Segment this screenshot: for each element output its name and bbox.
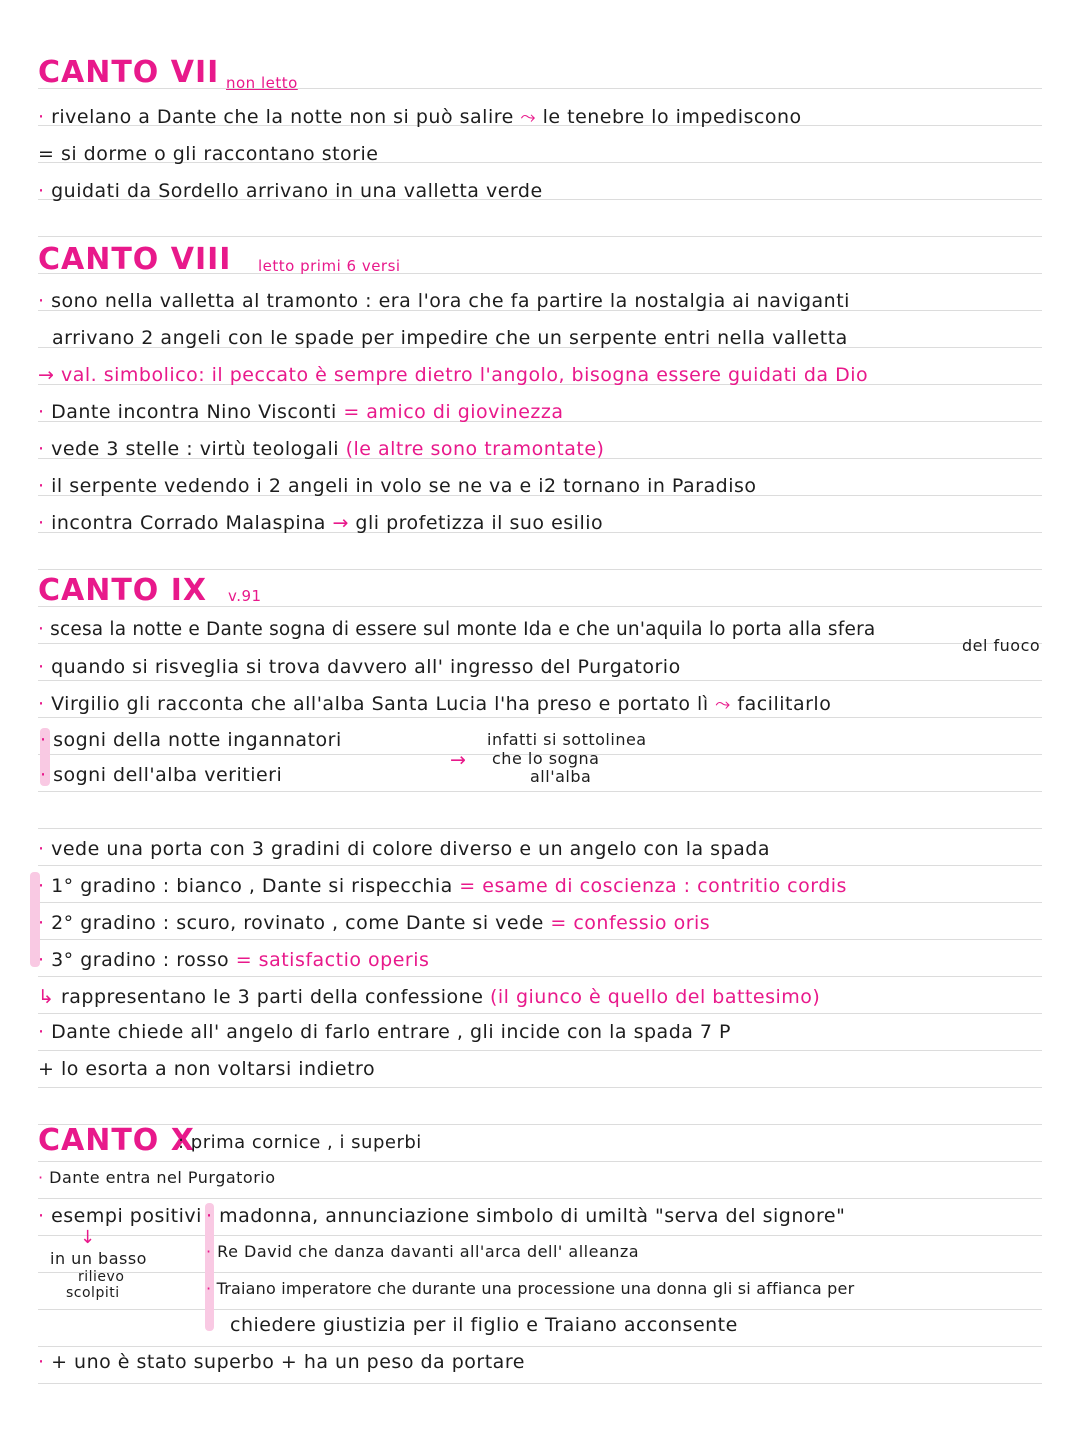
canto-9-line: · vede una porta con 3 gradini di colore diverso e un angelo con la spada <box>38 838 770 860</box>
canto-7-line: · rivelano a Dante che la notte non si può salire ⤳ le tenebre lo impediscono <box>38 106 802 128</box>
canto-9-note: v.91 <box>228 587 262 605</box>
canto-10-note: : prima cornice , i superbi <box>178 1132 422 1153</box>
canto-9-line: · Virgilio gli racconta che all'alba Santa Lucia l'ha preso e portato lì ⤳ facilitarlo <box>38 693 832 715</box>
canto-8-line: · vede 3 stelle : virtù teologali (le altre sono tramontate) <box>38 438 605 460</box>
canto-10-title: CANTO X <box>38 1123 195 1158</box>
canto-9-title: CANTO IX <box>38 573 208 608</box>
canto-9-line: del fuoco <box>962 636 1041 655</box>
arrow-right-icon: → <box>332 512 349 534</box>
canto-8-line: arrivano 2 angeli con le spade per impedire che un serpente entri nella valletta <box>52 327 848 349</box>
canto-9-line: · sogni della notte ingannatori <box>40 729 342 751</box>
canto-10-line: · Traiano imperatore che durante una processione una donna gli si affianca per <box>206 1279 855 1298</box>
canto-7-title: CANTO VII <box>38 55 220 90</box>
canto-7-note: non letto <box>226 74 298 92</box>
canto-7-line: · guidati da Sordello arrivano in una valletta verde <box>38 180 543 202</box>
canto-8-line: · sono nella valletta al tramonto : era l'ora che fa partire la nostalgia ai naviganti <box>38 290 850 312</box>
canto-9-line: infatti si sottolinea <box>487 730 647 749</box>
canto-8-line: → val. simbolico: il peccato è sempre dietro l'angolo, bisogna essere guidati da Dio <box>38 364 869 386</box>
arrow-right-icon: → <box>38 364 61 386</box>
canto-10-line: · Re David che danza davanti all'arca dell' alleanza <box>206 1242 640 1261</box>
canto-10-line: in un basso <box>50 1249 147 1268</box>
canto-8-line: · il serpente vedendo i 2 angeli in volo se ne va e i2 tornano in Paradiso <box>38 475 757 497</box>
canto-8-title: CANTO VIII <box>38 242 232 277</box>
canto-9-line: · sogni dell'alba veritieri <box>40 764 283 786</box>
arrow-right-icon: → <box>450 749 467 771</box>
canto-10-line: · + uno è stato superbo + ha un peso da portare <box>38 1351 525 1373</box>
squiggle-arrow-icon: ⤳ <box>715 693 731 715</box>
canto-10-line: · madonna, annunciazione simbolo di umiltà "serva del signore" <box>206 1205 846 1227</box>
canto-9-line: · scesa la notte e Dante sogna di essere sul monte Ida e che un'aquila lo porta alla sfera <box>38 619 876 640</box>
canto-10-line: · esempi positivi <box>38 1205 202 1227</box>
canto-10-line: scolpiti <box>66 1285 120 1301</box>
canto-9-line: all'alba <box>530 767 592 786</box>
canto-9-line: + lo esorta a non voltarsi indietro <box>38 1058 376 1080</box>
canto-10-line: rilievo <box>78 1269 125 1285</box>
canto-10-line: chiedere giustizia per il figlio e Traiano acconsente <box>230 1314 738 1336</box>
canto-9-line: · 1° gradino : bianco , Dante si rispecchia = esame di coscienza : contritio cordis <box>38 875 847 897</box>
squiggle-arrow-icon: ⤳ <box>520 106 537 128</box>
canto-10-line: · Dante entra nel Purgatorio <box>38 1168 276 1187</box>
canto-8-note: letto primi 6 versi <box>258 257 401 275</box>
canto-9-line: che lo sogna <box>492 749 600 768</box>
canto-7-line: = si dorme o gli raccontano storie <box>38 143 379 165</box>
corner-arrow-icon: ↳ <box>38 986 61 1008</box>
canto-9-line: · 2° gradino : scuro, rovinato , come Dante si vede = confessio oris <box>38 912 711 934</box>
canto-9-line: · 3° gradino : rosso = satisfactio operis <box>38 949 430 971</box>
canto-8-line: · incontra Corrado Malaspina → gli profetizza il suo esilio <box>38 512 604 534</box>
canto-9-line: · quando si risveglia si trova davvero all' ingresso del Purgatorio <box>38 656 681 678</box>
canto-9-line: · Dante chiede all' angelo di farlo entrare , gli incide con la spada 7 P <box>38 1021 732 1043</box>
canto-8-line: · Dante incontra Nino Visconti = amico di giovinezza <box>38 401 564 423</box>
canto-9-line: ↳ rappresentano le 3 parti della confessione (il giunco è quello del battesimo) <box>38 986 821 1008</box>
arrow-down-icon: ↓ <box>80 1227 96 1248</box>
